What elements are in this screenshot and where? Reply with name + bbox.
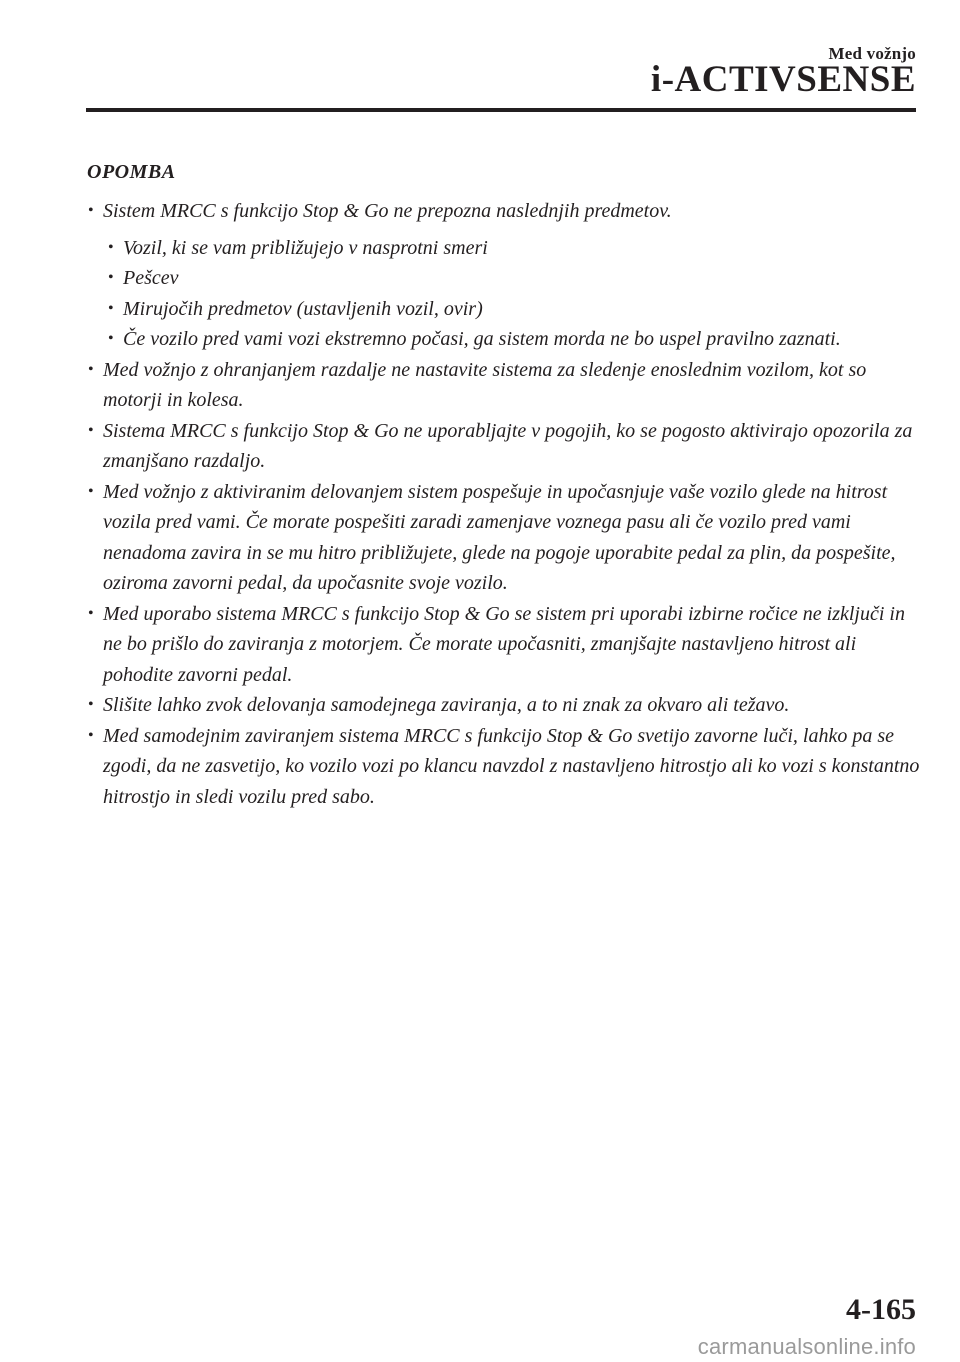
watermark: carmanualsonline.info <box>697 1334 916 1359</box>
bullet-icon: • <box>88 421 94 439</box>
note-item <box>87 721 922 813</box>
note-subitem-text: Mirujočih predmetov (ustavljenih vozil, ovir) <box>123 297 483 320</box>
note-item <box>87 477 922 599</box>
note-subitem-text: Vozil, ki se vam približujejo v nasprotni smeri <box>123 236 488 259</box>
note-subitem <box>107 263 922 294</box>
note-item <box>87 690 922 721</box>
note-subitem <box>107 324 922 355</box>
note-item-text: Slišite lahko zvok delovanja samodejnega zaviranja, a to ni znak za okvaro ali težavo. <box>103 694 790 716</box>
bullet-icon: • <box>108 238 114 256</box>
bullet-icon: • <box>88 726 94 744</box>
note-content <box>87 196 922 812</box>
note-item-text: Med uporabo sistema MRCC s funkcijo Stop & Go se sistem pri uporabi izbirne ročice ne izključi in ne bo prišlo do zaviranja z motorjem. Če morate upočasniti, zmanjšajte nastavljeno hitrost ali pohodite zavorni pedal. <box>103 602 905 686</box>
bullet-icon: • <box>108 269 114 286</box>
chapter-title: i-ACTIVSENSE <box>650 59 916 100</box>
note-item-text: Med vožnjo z aktiviranim delovanjem sistem pospešuje in upočasnjuje vaše vozilo glede na hitrost vozila pred vami. Če morate pospešiti zaradi zamenjave voznega pasu ali če vozilo pred vami nenadoma zavira in se mu hitro približujete, glede na pogoje uporabite pedal za plin, da pospešite, oziroma zavorni pedal, da upočasnite svoje vozilo. <box>103 480 896 594</box>
note-item-text: Sistem MRCC s funkcijo Stop & Go ne prepozna naslednjih predmetov. <box>103 200 672 222</box>
note-subitem-text: Pešcev <box>123 267 179 289</box>
header-divider <box>86 108 916 112</box>
section-label: Med vožnjo <box>828 44 916 63</box>
page-number: 4-165 <box>846 1293 916 1326</box>
note-subitem-text: Če vozilo pred vami vozi ekstremno počasi, ga sistem morda ne bo uspel pravilno zaznati. <box>123 328 841 350</box>
bullet-icon: • <box>108 299 114 317</box>
bullet-icon: • <box>108 330 114 347</box>
note-item-text: Med vožnjo z ohranjanjem razdalje ne nastavite sistema za sledenje enoslednim vozilom, kot so motorji in kolesa. <box>103 358 867 411</box>
note-item-text: Sistema MRCC s funkcijo Stop & Go ne uporabljajte v pogojih, ko se pogosto aktivirajo opozorila za zmanjšano razdaljo. <box>103 419 913 472</box>
note-item <box>87 416 922 477</box>
note-item <box>87 355 922 416</box>
bullet-icon: • <box>88 202 94 219</box>
note-subitem <box>107 294 922 325</box>
bullet-icon: • <box>88 360 94 378</box>
bullet-icon: • <box>88 696 94 713</box>
bullet-icon: • <box>88 604 94 622</box>
note-item-text: Med samodejnim zaviranjem sistema MRCC s funkcijo Stop & Go svetijo zavorne luči, lahko pa se zgodi, da ne zasvetijo, ko vozilo vozi po klancu navzdol z nastavljeno hitrostjo ali ko vozi s konstantno hitrostjo in sledi vozilu pred sabo. <box>103 724 920 808</box>
note-item <box>87 599 922 691</box>
note-item-intro <box>87 196 922 227</box>
note-subitem <box>107 233 922 264</box>
bullet-icon: • <box>88 482 94 500</box>
note-heading: OPOMBA <box>87 161 176 183</box>
